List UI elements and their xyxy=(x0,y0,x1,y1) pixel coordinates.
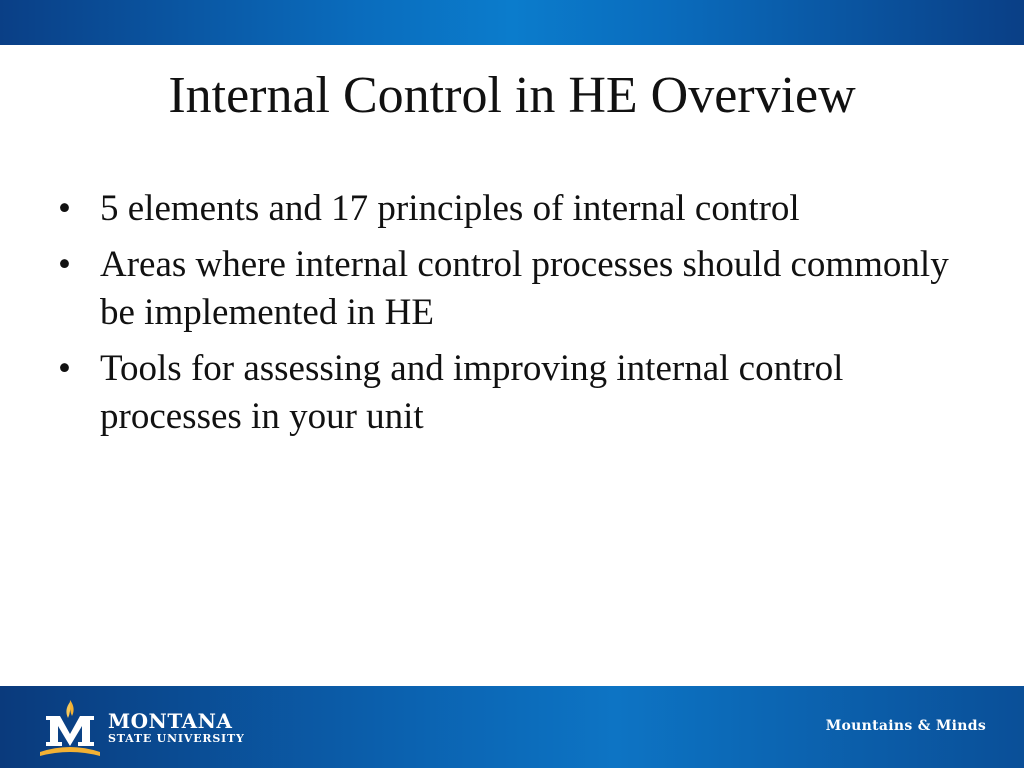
bullet-item xyxy=(58,185,958,233)
bullet-text: 5 elements and 17 principles of internal control xyxy=(100,188,800,229)
footer-bar xyxy=(0,686,1024,768)
slide-title: Internal Control in HE Overview xyxy=(168,67,856,124)
logo-wordmark: MONTANA xyxy=(108,709,233,733)
bullet-list xyxy=(58,185,958,449)
logo-subtitle: STATE UNIVERSITY xyxy=(108,732,245,745)
footer-tagline: Mountains & Minds xyxy=(825,718,986,734)
bullet-item xyxy=(58,345,958,441)
bullet-icon: • xyxy=(58,188,71,229)
bullet-icon: • xyxy=(58,348,71,389)
university-logo xyxy=(36,698,245,758)
bullet-icon: • xyxy=(58,244,71,285)
header-bar xyxy=(0,0,1024,45)
bullet-text: Areas where internal control processes should commonly be implemented in HE xyxy=(100,244,949,333)
montana-m-icon xyxy=(36,698,104,758)
bullet-item xyxy=(58,241,958,337)
bullet-text: Tools for assessing and improving internal control processes in your unit xyxy=(100,348,844,437)
